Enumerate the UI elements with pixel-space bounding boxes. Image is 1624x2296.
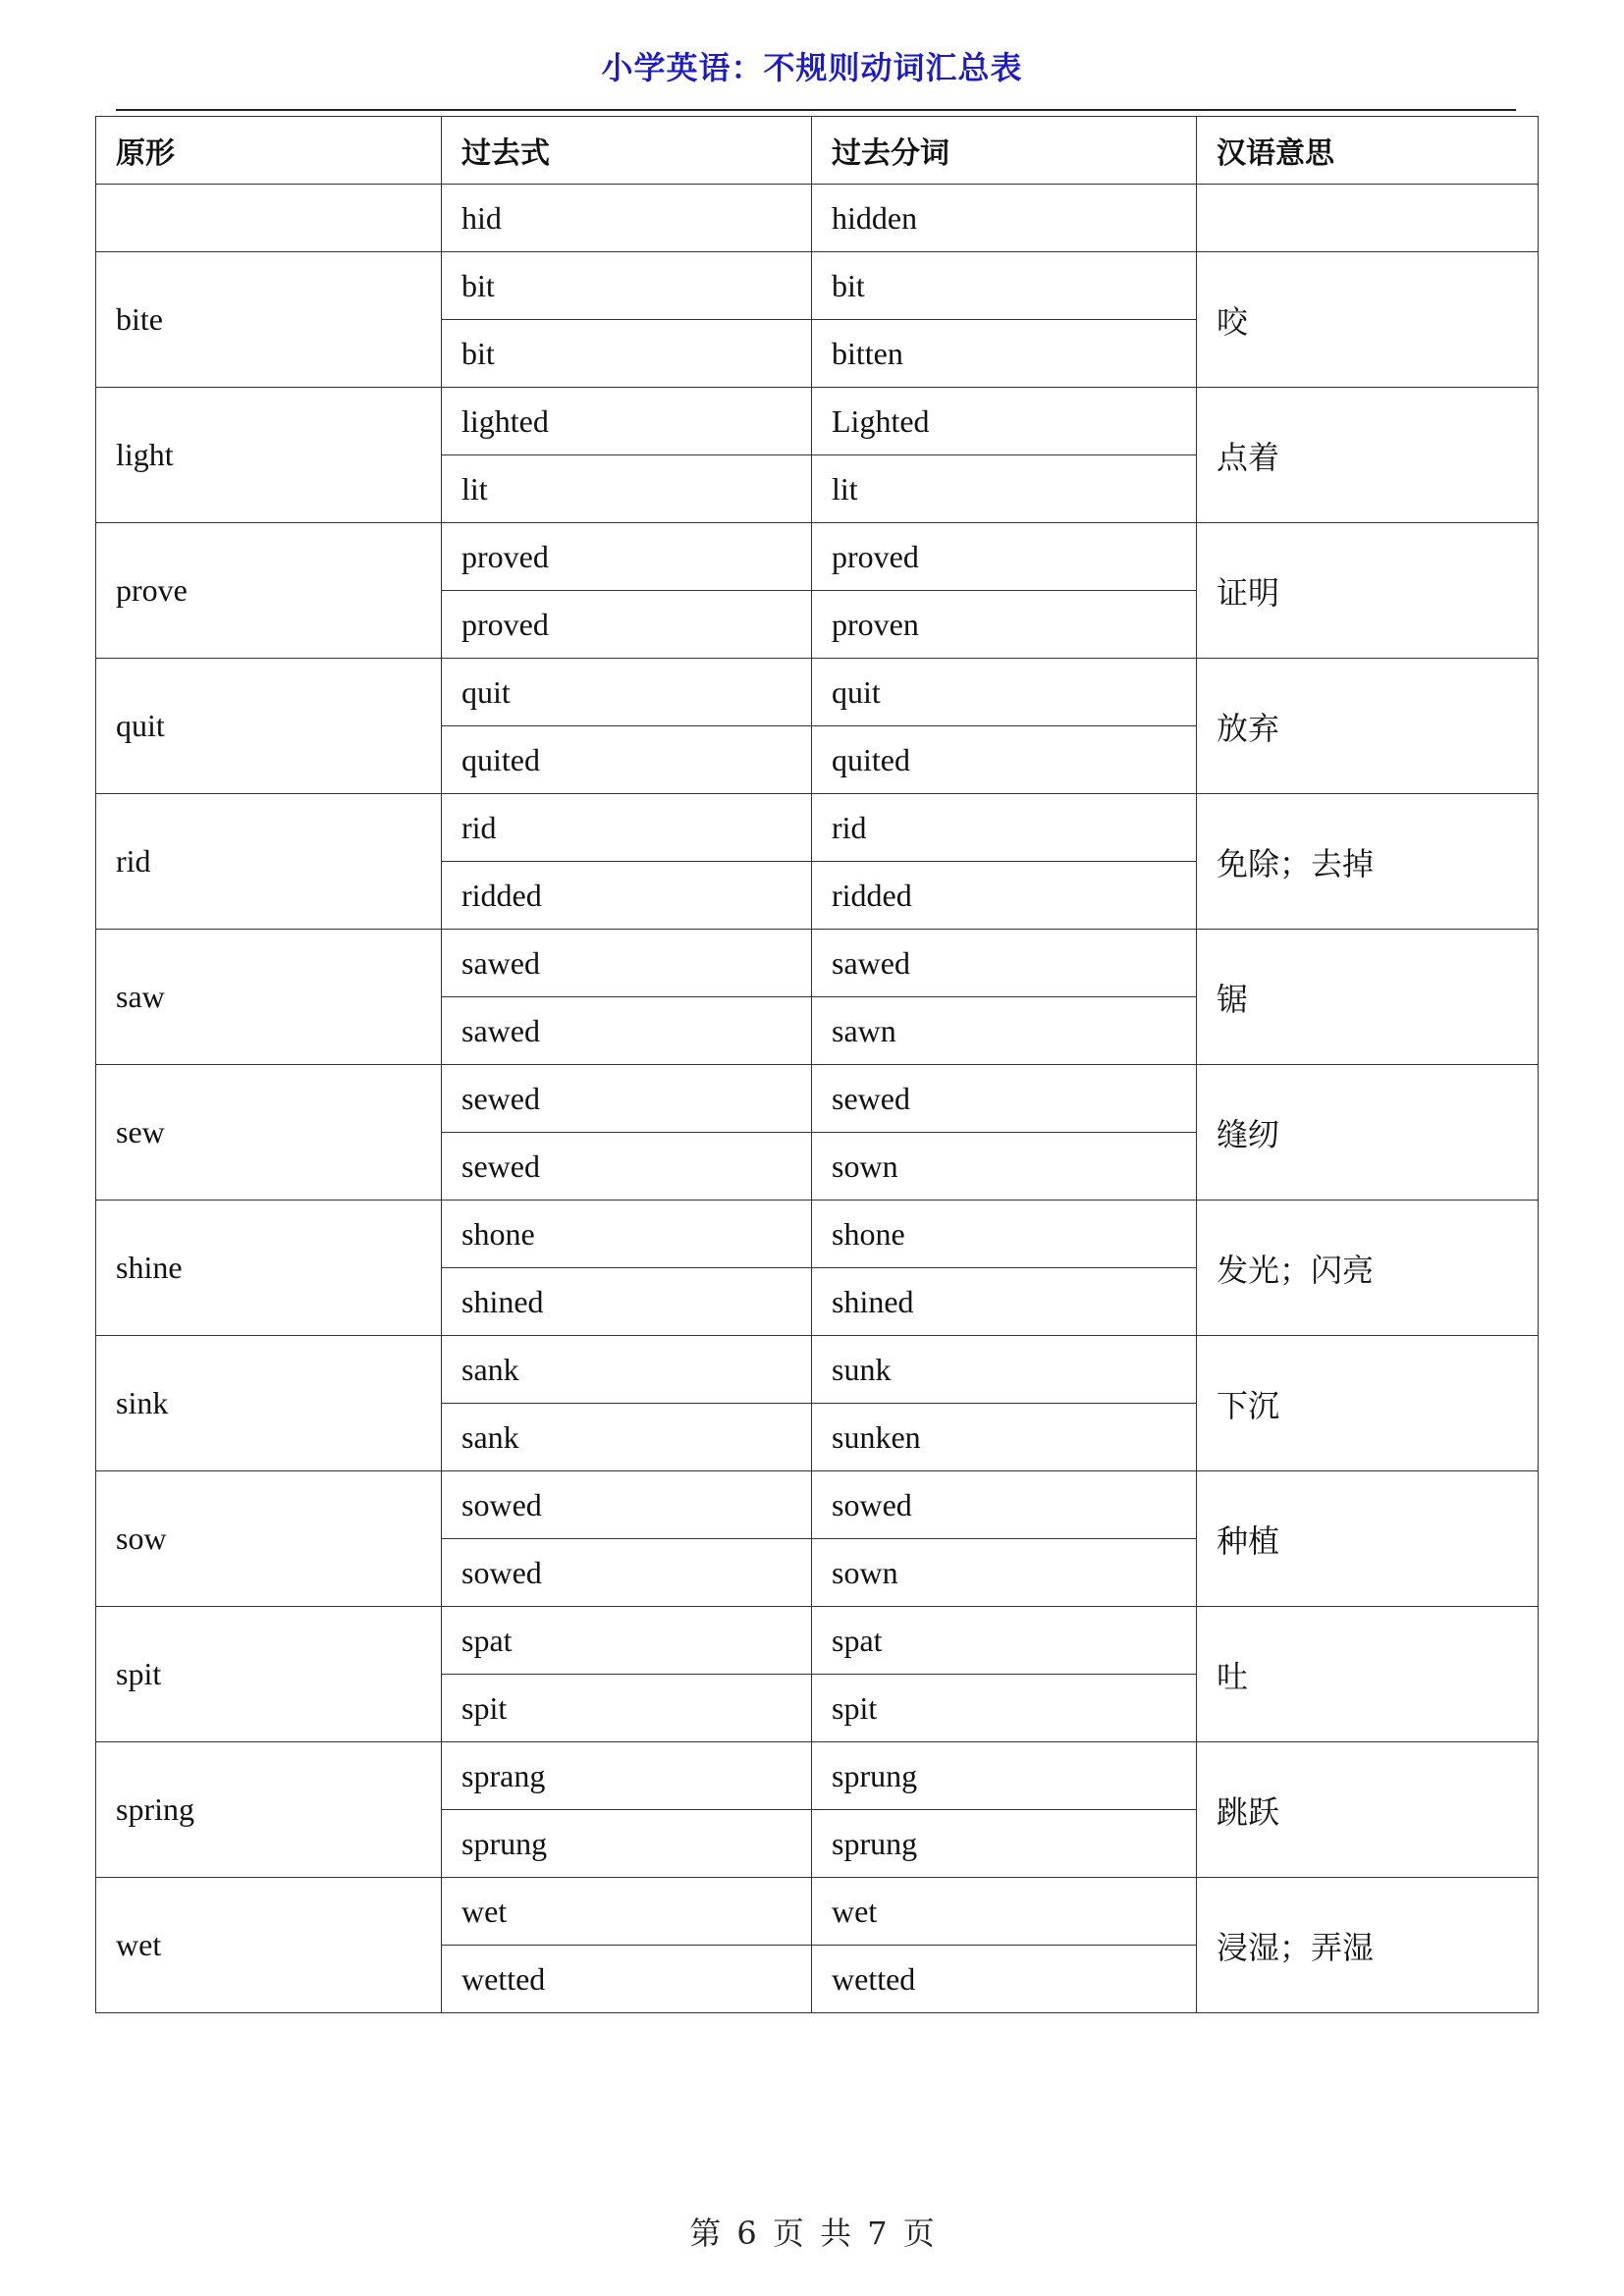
table-row [96, 1607, 1539, 1675]
participle-cell: sunk [812, 1336, 1197, 1404]
participle-cell: rid [812, 794, 1197, 862]
irregular-verb-table [95, 116, 1539, 2013]
participle-cell: sprung [812, 1742, 1197, 1810]
meaning-cell: 放弃 [1197, 659, 1539, 794]
meaning-cell: 咬 [1197, 252, 1539, 388]
base-cell: bite [96, 252, 442, 388]
column-header-meaning: 汉语意思 [1197, 117, 1539, 185]
column-header-base: 原形 [96, 117, 442, 185]
meaning-cell: 种植 [1197, 1471, 1539, 1607]
table-row [96, 523, 1539, 591]
participle-cell: proven [812, 591, 1197, 659]
header-divider [116, 109, 1516, 111]
participle-cell: quit [812, 659, 1197, 726]
base-cell: sow [96, 1471, 442, 1607]
past-cell: sprang [442, 1742, 812, 1810]
past-cell: spit [442, 1675, 812, 1742]
participle-cell: shone [812, 1201, 1197, 1268]
meaning-cell [1197, 185, 1539, 252]
participle-cell: sowed [812, 1471, 1197, 1539]
participle-cell: sawed [812, 930, 1197, 997]
page-title: 小学英语：不规则动词汇总表 [601, 49, 1023, 86]
table-row [96, 1471, 1539, 1539]
base-cell: shine [96, 1201, 442, 1336]
past-cell: sewed [442, 1065, 812, 1133]
base-cell: sink [96, 1336, 442, 1471]
page-number: 第 6 页 共 7 页 [689, 2215, 935, 2252]
participle-cell: lit [812, 455, 1197, 523]
base-cell: spit [96, 1607, 442, 1742]
past-cell: sowed [442, 1471, 812, 1539]
meaning-cell: 吐 [1197, 1607, 1539, 1742]
past-cell: sprung [442, 1810, 812, 1878]
past-cell: quited [442, 726, 812, 794]
participle-cell: hidden [812, 185, 1197, 252]
meaning-cell: 免除；去掉 [1197, 794, 1539, 930]
past-cell: quit [442, 659, 812, 726]
past-cell: shone [442, 1201, 812, 1268]
meaning-cell: 下沉 [1197, 1336, 1539, 1471]
past-cell: bit [442, 252, 812, 320]
base-cell: rid [96, 794, 442, 930]
participle-cell: sown [812, 1133, 1197, 1201]
table-row [96, 185, 1539, 252]
table-row [96, 1336, 1539, 1404]
base-cell: sew [96, 1065, 442, 1201]
past-cell: bit [442, 320, 812, 388]
table-header-row [96, 117, 1539, 185]
table-row [96, 388, 1539, 455]
past-cell: sank [442, 1336, 812, 1404]
base-cell: spring [96, 1742, 442, 1878]
participle-cell: ridded [812, 862, 1197, 930]
participle-cell: sunken [812, 1404, 1197, 1471]
meaning-cell: 证明 [1197, 523, 1539, 659]
participle-cell: sewed [812, 1065, 1197, 1133]
participle-cell: shined [812, 1268, 1197, 1336]
participle-cell: sawn [812, 997, 1197, 1065]
meaning-cell: 缝纫 [1197, 1065, 1539, 1201]
base-cell: quit [96, 659, 442, 794]
past-cell: ridded [442, 862, 812, 930]
base-cell [96, 185, 442, 252]
past-cell: proved [442, 523, 812, 591]
table-row [96, 794, 1539, 862]
past-cell: sawed [442, 997, 812, 1065]
table-row [96, 1742, 1539, 1810]
past-cell: spat [442, 1607, 812, 1675]
table-row [96, 252, 1539, 320]
past-cell: sawed [442, 930, 812, 997]
past-cell: lighted [442, 388, 812, 455]
past-cell: lit [442, 455, 812, 523]
meaning-cell: 浸湿；弄湿 [1197, 1878, 1539, 2013]
meaning-cell: 跳跃 [1197, 1742, 1539, 1878]
participle-cell: quited [812, 726, 1197, 794]
base-cell: saw [96, 930, 442, 1065]
base-cell: light [96, 388, 442, 523]
meaning-cell: 点着 [1197, 388, 1539, 523]
past-cell: rid [442, 794, 812, 862]
table-row [96, 1065, 1539, 1133]
base-cell: wet [96, 1878, 442, 2013]
column-header-participle: 过去分词 [812, 117, 1197, 185]
past-cell: sewed [442, 1133, 812, 1201]
participle-cell: wetted [812, 1946, 1197, 2013]
meaning-cell: 发光；闪亮 [1197, 1201, 1539, 1336]
participle-cell: wet [812, 1878, 1197, 1946]
meaning-cell: 锯 [1197, 930, 1539, 1065]
past-cell: wetted [442, 1946, 812, 2013]
table-row [96, 659, 1539, 726]
participle-cell: bitten [812, 320, 1197, 388]
participle-cell: sown [812, 1539, 1197, 1607]
table-row [96, 930, 1539, 997]
table-row [96, 1878, 1539, 1946]
past-cell: sowed [442, 1539, 812, 1607]
base-cell: prove [96, 523, 442, 659]
participle-cell: sprung [812, 1810, 1197, 1878]
participle-cell: spit [812, 1675, 1197, 1742]
column-header-past: 过去式 [442, 117, 812, 185]
participle-cell: spat [812, 1607, 1197, 1675]
past-cell: hid [442, 185, 812, 252]
table-row [96, 1201, 1539, 1268]
past-cell: proved [442, 591, 812, 659]
past-cell: sank [442, 1404, 812, 1471]
participle-cell: Lighted [812, 388, 1197, 455]
participle-cell: bit [812, 252, 1197, 320]
past-cell: wet [442, 1878, 812, 1946]
past-cell: shined [442, 1268, 812, 1336]
participle-cell: proved [812, 523, 1197, 591]
